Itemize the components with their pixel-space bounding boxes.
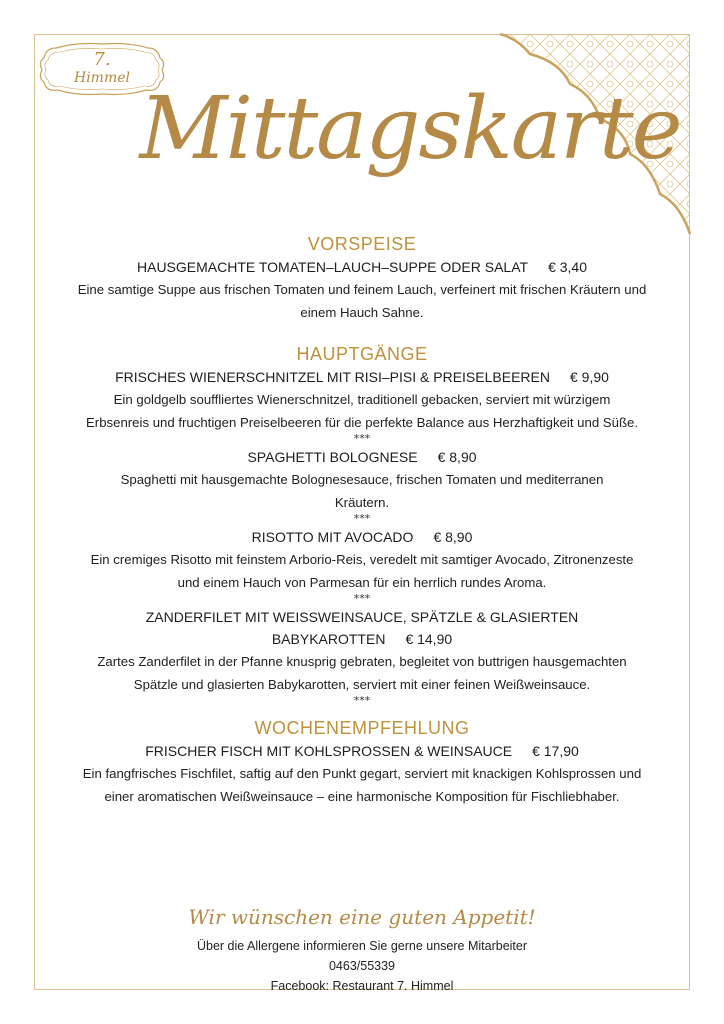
dish-description: Eine samtige Suppe aus frischen Tomaten und feinem Lauch, verfeinert mit frischen Kräutern und einem Hauch Sahne.	[77, 282, 647, 320]
menu-title	[139, 60, 681, 210]
dish-title	[60, 256, 664, 278]
dish-title	[60, 366, 664, 388]
dish-price: € 9,90	[569, 369, 609, 385]
dish-name: RISOTTO MIT AVOCADO	[251, 529, 414, 545]
allergen-note: Über die Allergene informieren Sie gerne unsere Mitarbeiter	[196, 939, 528, 953]
separator: ***	[353, 694, 371, 707]
dish-description: Ein cremiges Risotto mit feinstem Arborio-Reis, veredelt mit samtiger Avocado, Zitronenzeste und einem Hauch von Parmesan für ein herrlich rundes Aroma.	[90, 552, 634, 590]
dish-title	[60, 740, 664, 762]
phone-number: 0463/55339	[328, 959, 396, 973]
dish-price: € 14,90	[405, 631, 453, 647]
section-title-wochenempfehlung: WOCHENEMPFEHLUNG	[254, 718, 470, 738]
dish-price: € 8,90	[433, 529, 473, 545]
dish-description: Zartes Zanderfilet in der Pfanne knusprig gebraten, begleitet von buttrigen hausgemachten Spätzle und glasierten Babykarotten, serviert mit einer feinen Weißweinsauce.	[97, 654, 627, 692]
dish-price: € 8,90	[437, 449, 477, 465]
menu-content	[60, 232, 664, 808]
separator: ***	[353, 512, 371, 525]
separator: ***	[353, 432, 371, 445]
dish-title	[60, 446, 664, 468]
dish-name: HAUSGEMACHTE TOMATEN–LAUCH–SUPPE ODER SALAT	[137, 259, 529, 275]
dish-title	[132, 606, 592, 650]
dish-description: Spaghetti mit hausgemachte Bolognesesauce, frischen Tomaten und mediterranen Kräutern.	[120, 472, 604, 510]
section-title-hauptgaenge: HAUPTGÄNGE	[296, 344, 428, 364]
dish-name: SPAGHETTI BOLOGNESE	[247, 449, 418, 465]
separator: ***	[353, 592, 371, 605]
logo-name: Himmel	[74, 70, 130, 86]
greeting-script	[188, 896, 536, 936]
dish-name: ZANDERFILET MIT WEISSWEINSAUCE, SPÄTZLE & GLASIERTEN BABYKAROTTEN	[145, 609, 579, 647]
dish-price: € 3,40	[548, 259, 587, 275]
greeting-text: Wir wünschen eine guten Appetit!	[188, 905, 536, 929]
dish-title	[60, 526, 664, 548]
footer	[60, 896, 664, 996]
logo-number: 7.	[93, 49, 111, 70]
dish-name: FRISCHER FISCH MIT KOHLSPROSSEN & WEINSAUCE	[145, 743, 513, 759]
dish-description: Ein goldgelb souffliertes Wienerschnitzel, traditionell gebacken, serviert mit würzigem Erbsenreis und fruchtigen Preiselbeeren für die perfekte Balance aus Herzhaftigkeit und Süße.	[86, 392, 638, 430]
dish-price: € 17,90	[532, 743, 579, 759]
dish-description: Ein fangfrisches Fischfilet, saftig auf den Punkt gegart, serviert mit knackigen Kohlsprossen und einer aromatischen Weißweinsauce – eine harmonische Komposition für Fischliebhaber.	[82, 766, 642, 804]
facebook-link: Facebook: Restaurant 7. Himmel	[270, 979, 454, 993]
menu-title-text: Mittagskarte	[139, 79, 681, 179]
dish-name: FRISCHES WIENERSCHNITZEL MIT RISI–PISI & PREISELBEEREN	[115, 369, 550, 385]
section-title-vorspeise: VORSPEISE	[307, 234, 417, 254]
